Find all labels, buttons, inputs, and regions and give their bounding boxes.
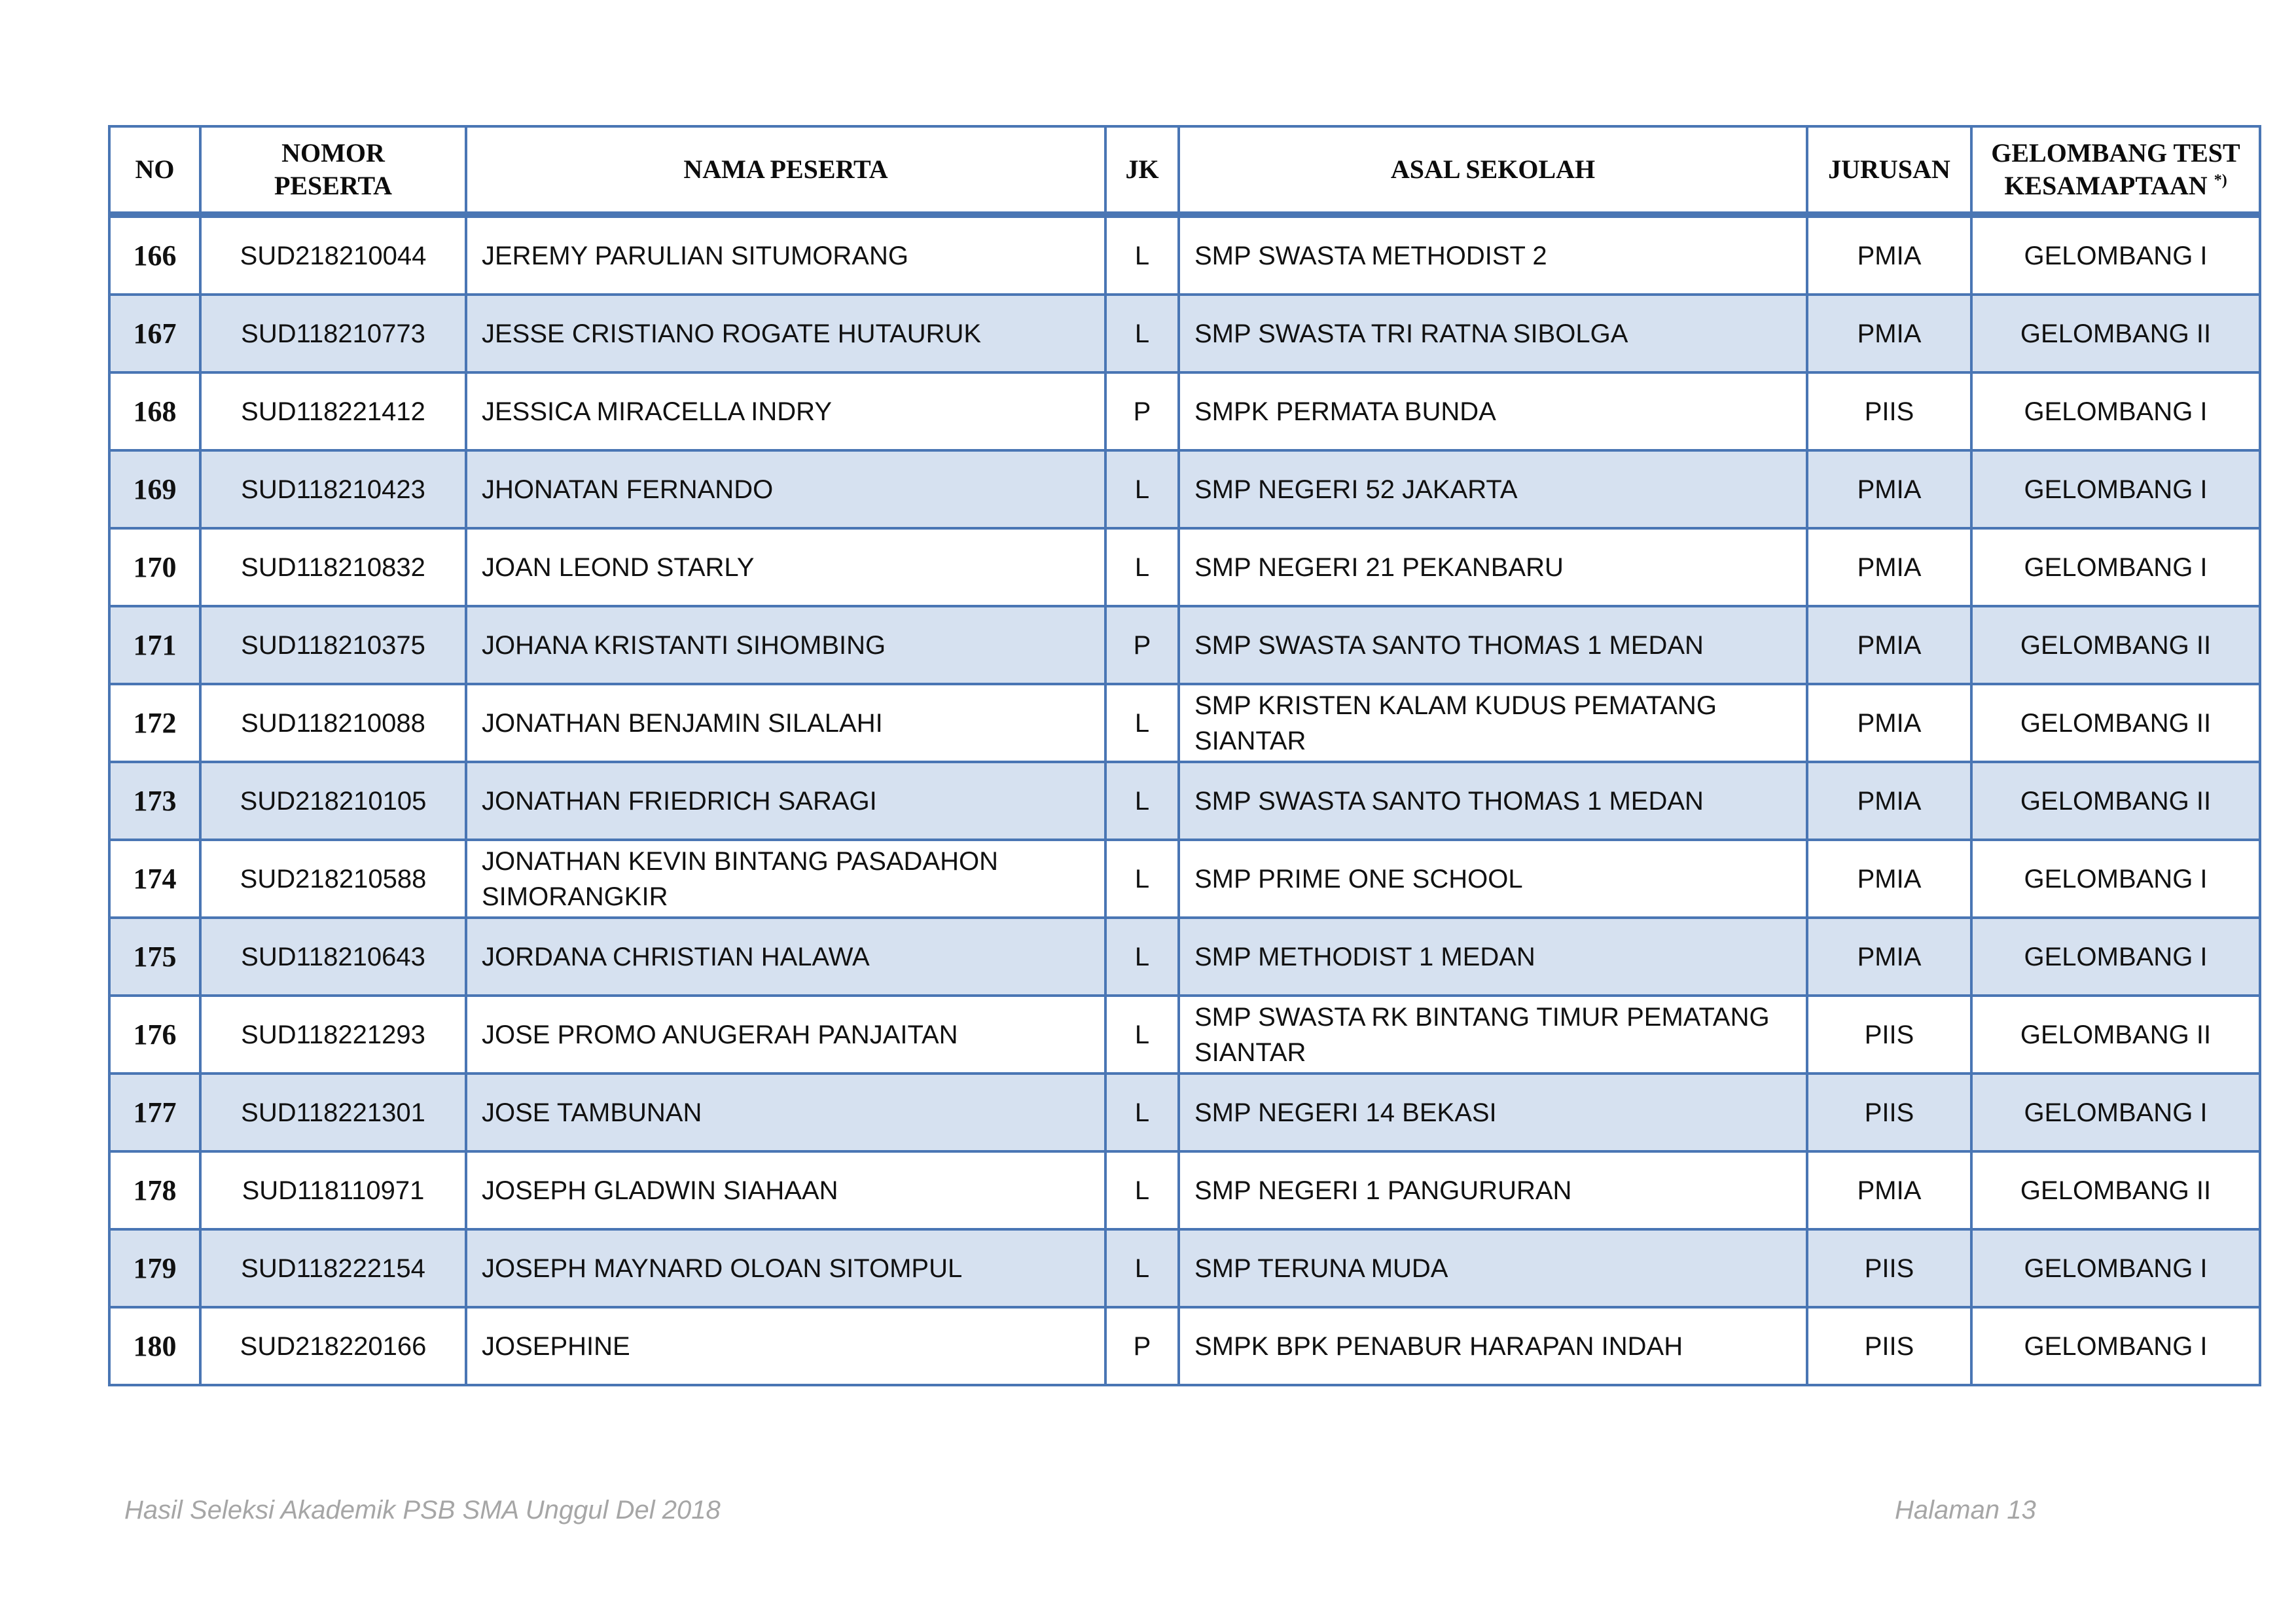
table-row — [109, 372, 2260, 450]
table-header — [109, 126, 2260, 215]
cell-gelombang: GELOMBANG I — [1971, 528, 2260, 606]
cell-jk: L — [1105, 996, 1179, 1074]
cell-jurusan: PIIS — [1807, 996, 1971, 1074]
cell-asal-sekolah: SMPK PERMATA BUNDA — [1179, 372, 1807, 450]
cell-no: 175 — [109, 918, 200, 996]
table-row — [109, 215, 2260, 295]
cell-nomor-peserta: SUD218210588 — [200, 840, 466, 918]
cell-nama-peserta: JORDANA CHRISTIAN HALAWA — [466, 918, 1105, 996]
table-row — [109, 684, 2260, 762]
cell-jk: P — [1105, 372, 1179, 450]
cell-no: 174 — [109, 840, 200, 918]
table-row — [109, 1074, 2260, 1151]
cell-nomor-peserta: SUD118110971 — [200, 1151, 466, 1229]
cell-no: 170 — [109, 528, 200, 606]
cell-no: 173 — [109, 762, 200, 840]
cell-nomor-peserta: SUD118210832 — [200, 528, 466, 606]
cell-jurusan: PMIA — [1807, 606, 1971, 684]
cell-asal-sekolah: SMP PRIME ONE SCHOOL — [1179, 840, 1807, 918]
cell-nomor-peserta: SUD118222154 — [200, 1229, 466, 1307]
cell-nomor-peserta: SUD118210643 — [200, 918, 466, 996]
cell-nomor-peserta: SUD118210375 — [200, 606, 466, 684]
header-no: NO — [109, 126, 200, 215]
cell-no: 169 — [109, 450, 200, 528]
cell-nama-peserta: JOAN LEOND STARLY — [466, 528, 1105, 606]
cell-jk: L — [1105, 528, 1179, 606]
table-row — [109, 840, 2260, 918]
cell-gelombang: GELOMBANG I — [1971, 372, 2260, 450]
cell-jurusan: PMIA — [1807, 684, 1971, 762]
cell-jk: L — [1105, 295, 1179, 372]
cell-gelombang: GELOMBANG I — [1971, 1307, 2260, 1385]
cell-jk: L — [1105, 215, 1179, 295]
cell-nomor-peserta: SUD118221412 — [200, 372, 466, 450]
cell-no: 172 — [109, 684, 200, 762]
footer-page-number: Halaman 13 — [1895, 1496, 2036, 1525]
header-jk: JK — [1105, 126, 1179, 215]
cell-jk: L — [1105, 1151, 1179, 1229]
cell-asal-sekolah: SMP SWASTA RK BINTANG TIMUR PEMATANG SIANTAR — [1179, 996, 1807, 1074]
cell-jurusan: PMIA — [1807, 840, 1971, 918]
table-row — [109, 1229, 2260, 1307]
header-gelombang — [1971, 126, 2260, 215]
cell-jurusan: PIIS — [1807, 1074, 1971, 1151]
table-row — [109, 295, 2260, 372]
cell-nama-peserta: JOSEPH MAYNARD OLOAN SITOMPUL — [466, 1229, 1105, 1307]
cell-asal-sekolah: SMP NEGERI 21 PEKANBARU — [1179, 528, 1807, 606]
cell-nomor-peserta: SUD118210088 — [200, 684, 466, 762]
header-gelombang-line-2: KESAMAPTAAN — [2004, 171, 2208, 200]
cell-gelombang: GELOMBANG II — [1971, 1151, 2260, 1229]
cell-nama-peserta: JOSE TAMBUNAN — [466, 1074, 1105, 1151]
cell-jk: L — [1105, 762, 1179, 840]
cell-gelombang: GELOMBANG I — [1971, 918, 2260, 996]
cell-jk: P — [1105, 1307, 1179, 1385]
cell-jurusan: PMIA — [1807, 762, 1971, 840]
cell-jurusan: PMIA — [1807, 528, 1971, 606]
cell-gelombang: GELOMBANG I — [1971, 1074, 2260, 1151]
cell-nama-peserta: JESSE CRISTIANO ROGATE HUTAURUK — [466, 295, 1105, 372]
cell-asal-sekolah: SMP NEGERI 14 BEKASI — [1179, 1074, 1807, 1151]
cell-jurusan: PMIA — [1807, 1151, 1971, 1229]
cell-no: 177 — [109, 1074, 200, 1151]
cell-gelombang: GELOMBANG II — [1971, 996, 2260, 1074]
table-row — [109, 606, 2260, 684]
table-row — [109, 528, 2260, 606]
footer-document-title: Hasil Seleksi Akademik PSB SMA Unggul Del 2018 — [124, 1496, 721, 1525]
cell-nama-peserta: JEREMY PARULIAN SITUMORANG — [466, 215, 1105, 295]
cell-no: 168 — [109, 372, 200, 450]
header-jurusan: JURUSAN — [1807, 126, 1971, 215]
header-asal-sekolah: ASAL SEKOLAH — [1179, 126, 1807, 215]
participant-table — [108, 125, 2261, 1386]
cell-jurusan: PMIA — [1807, 450, 1971, 528]
table-row — [109, 762, 2260, 840]
cell-jurusan: PIIS — [1807, 1229, 1971, 1307]
cell-nomor-peserta: SUD118210423 — [200, 450, 466, 528]
cell-gelombang: GELOMBANG I — [1971, 840, 2260, 918]
cell-asal-sekolah: SMP SWASTA METHODIST 2 — [1179, 215, 1807, 295]
table-row — [109, 1151, 2260, 1229]
cell-gelombang: GELOMBANG I — [1971, 1229, 2260, 1307]
cell-asal-sekolah: SMP SWASTA TRI RATNA SIBOLGA — [1179, 295, 1807, 372]
cell-asal-sekolah: SMP TERUNA MUDA — [1179, 1229, 1807, 1307]
cell-no: 180 — [109, 1307, 200, 1385]
table-row — [109, 1307, 2260, 1385]
cell-asal-sekolah: SMP NEGERI 52 JAKARTA — [1179, 450, 1807, 528]
cell-nama-peserta: JONATHAN FRIEDRICH SARAGI — [466, 762, 1105, 840]
cell-jurusan: PIIS — [1807, 1307, 1971, 1385]
cell-jurusan: PIIS — [1807, 372, 1971, 450]
cell-nomor-peserta: SUD118221301 — [200, 1074, 466, 1151]
cell-jurusan: PMIA — [1807, 295, 1971, 372]
cell-gelombang: GELOMBANG II — [1971, 606, 2260, 684]
cell-nama-peserta: JOSE PROMO ANUGERAH PANJAITAN — [466, 996, 1105, 1074]
cell-asal-sekolah: SMPK BPK PENABUR HARAPAN INDAH — [1179, 1307, 1807, 1385]
cell-jk: L — [1105, 684, 1179, 762]
cell-jk: L — [1105, 1074, 1179, 1151]
cell-nama-peserta: JONATHAN BENJAMIN SILALAHI — [466, 684, 1105, 762]
cell-asal-sekolah: SMP METHODIST 1 MEDAN — [1179, 918, 1807, 996]
cell-gelombang: GELOMBANG I — [1971, 215, 2260, 295]
cell-gelombang: GELOMBANG II — [1971, 762, 2260, 840]
cell-jk: L — [1105, 840, 1179, 918]
table-row — [109, 996, 2260, 1074]
cell-jurusan: PMIA — [1807, 215, 1971, 295]
cell-no: 178 — [109, 1151, 200, 1229]
cell-no: 166 — [109, 215, 200, 295]
header-nama-peserta: NAMA PESERTA — [466, 126, 1105, 215]
cell-nama-peserta: JOSEPH GLADWIN SIAHAAN — [466, 1151, 1105, 1229]
cell-gelombang: GELOMBANG II — [1971, 684, 2260, 762]
cell-no: 171 — [109, 606, 200, 684]
table-row — [109, 918, 2260, 996]
cell-jurusan: PMIA — [1807, 918, 1971, 996]
cell-asal-sekolah: SMP NEGERI 1 PANGURURAN — [1179, 1151, 1807, 1229]
cell-nama-peserta: JONATHAN KEVIN BINTANG PASADAHON SIMORANGKIR — [466, 840, 1105, 918]
cell-nomor-peserta: SUD118210773 — [200, 295, 466, 372]
cell-jk: P — [1105, 606, 1179, 684]
cell-no: 167 — [109, 295, 200, 372]
cell-nama-peserta: JHONATAN FERNANDO — [466, 450, 1105, 528]
cell-gelombang: GELOMBANG II — [1971, 295, 2260, 372]
cell-jk: L — [1105, 450, 1179, 528]
participant-table-container — [108, 125, 2259, 1386]
cell-nama-peserta: JESSICA MIRACELLA INDRY — [466, 372, 1105, 450]
header-nomor-peserta-line-1: NOMOR — [281, 138, 385, 168]
cell-nomor-peserta: SUD118221293 — [200, 996, 466, 1074]
header-row — [109, 126, 2260, 215]
cell-jk: L — [1105, 1229, 1179, 1307]
cell-asal-sekolah: SMP SWASTA SANTO THOMAS 1 MEDAN — [1179, 762, 1807, 840]
cell-no: 176 — [109, 996, 200, 1074]
header-gelombang-line-1: GELOMBANG TEST — [1991, 138, 2240, 168]
cell-gelombang: GELOMBANG I — [1971, 450, 2260, 528]
cell-no: 179 — [109, 1229, 200, 1307]
header-nomor-peserta — [200, 126, 466, 215]
header-gelombang-note: *) — [2214, 171, 2227, 189]
header-nomor-peserta-line-2: PESERTA — [274, 171, 393, 200]
cell-nomor-peserta: SUD218210044 — [200, 215, 466, 295]
cell-jk: L — [1105, 918, 1179, 996]
table-row — [109, 450, 2260, 528]
cell-nomor-peserta: SUD218210105 — [200, 762, 466, 840]
table-body — [109, 215, 2260, 1385]
cell-nama-peserta: JOSEPHINE — [466, 1307, 1105, 1385]
cell-nomor-peserta: SUD218220166 — [200, 1307, 466, 1385]
cell-nama-peserta: JOHANA KRISTANTI SIHOMBING — [466, 606, 1105, 684]
cell-asal-sekolah: SMP SWASTA SANTO THOMAS 1 MEDAN — [1179, 606, 1807, 684]
cell-asal-sekolah: SMP KRISTEN KALAM KUDUS PEMATANG SIANTAR — [1179, 684, 1807, 762]
